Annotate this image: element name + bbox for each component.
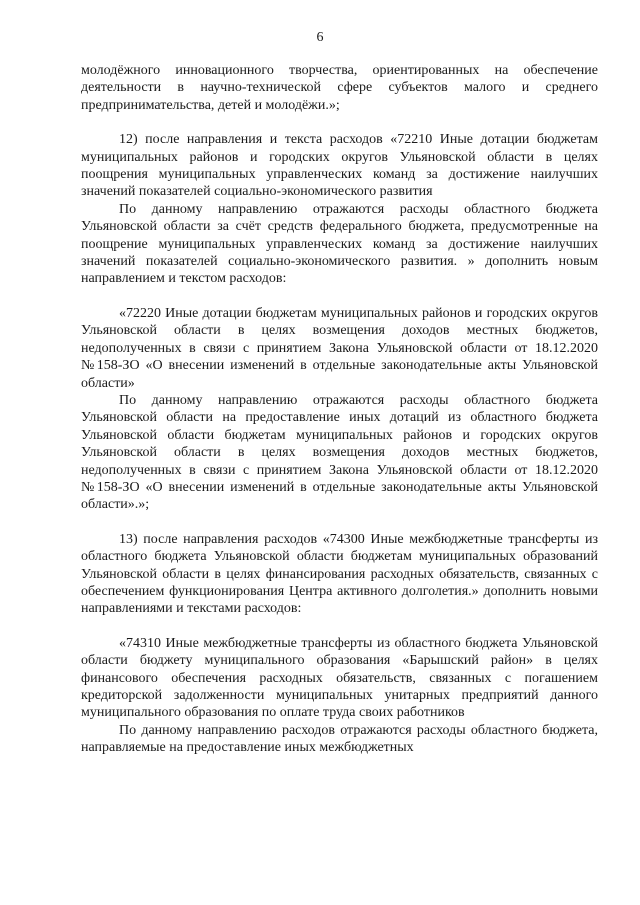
paragraph-74310-description: По данному направлению расходов отражаются расходы областного бюджета, направляемые на предоставление иных межбюджетных: [81, 722, 598, 756]
paragraph-gap: [81, 618, 598, 635]
paragraph-74310-title: «74310 Иные межбюджетные трансферты из областного бюджета Ульяновской области бюджету муниципального образования «Барышский район» в целях финансового обеспечения расходных обязательств, связанных с погашением кредиторской задолженности муниципальных унитарных предприятий данного муниципального образования по оплате труда своих работников: [81, 635, 598, 721]
paragraph-gap: [81, 114, 598, 131]
document-body: [81, 62, 598, 757]
paragraph-item-12-description: По данному направлению отражаются расходы областного бюджета Ульяновской области за счёт средств федерального бюджета, предусмотренные на поощрение муниципальных управленческих команд за достижение наилучших значений показателей социально-экономического развития. » дополнить новым направлением и текстом расходов:: [81, 201, 598, 287]
page-number: 6: [316, 30, 324, 45]
paragraph-gap: [81, 514, 598, 531]
paragraph-72220-description: По данному направлению отражаются расходы областного бюджета Ульяновской области на предоставление иных дотаций из областного бюджета Ульяновской области бюджетам муниципальных районов и городских округов Ульяновской области в целях возмещения доходов местных бюджетов, недополученных в связи с принятием Закона Ульяновской области от 18.12.2020 №158-ЗО «О внесении изменений в отдельные законодательные акты Ульяновской области».»;: [81, 392, 598, 513]
paragraph-item-13: 13) после направления расходов «74300 Иные межбюджетные трансферты из областного бюджета Ульяновской области бюджетам муниципальных образований Ульяновской области в целях финансирования расходных обязательств, связанных с обеспечением функционирования Центра активного долголетия.» дополнить новыми направлениями и текстами расходов:: [81, 531, 598, 617]
paragraph-72220-title: «72220 Иные дотации бюджетам муниципальных районов и городских округов Ульяновской области в целях возмещения доходов местных бюджетов, недополученных в связи с принятием Закона Ульяновской области от 18.12.2020 №158-ЗО «О внесении изменений в отдельные законодательные акты Ульяновской области»: [81, 305, 598, 391]
paragraph-gap: [81, 288, 598, 305]
paragraph-continuation: молодёжного инновационного творчества, ориентированных на обеспечение деятельности в научно-технической сфере субъектов малого и среднего предпринимательства, детей и молодёжи.»;: [81, 63, 598, 113]
paragraph-item-12: 12) после направления и текста расходов «72210 Иные дотации бюджетам муниципальных районов и городских округов Ульяновской области в целях поощрения муниципальных управленческих команд за достижение наилучших значений показателей социально-экономического развития: [81, 132, 598, 200]
